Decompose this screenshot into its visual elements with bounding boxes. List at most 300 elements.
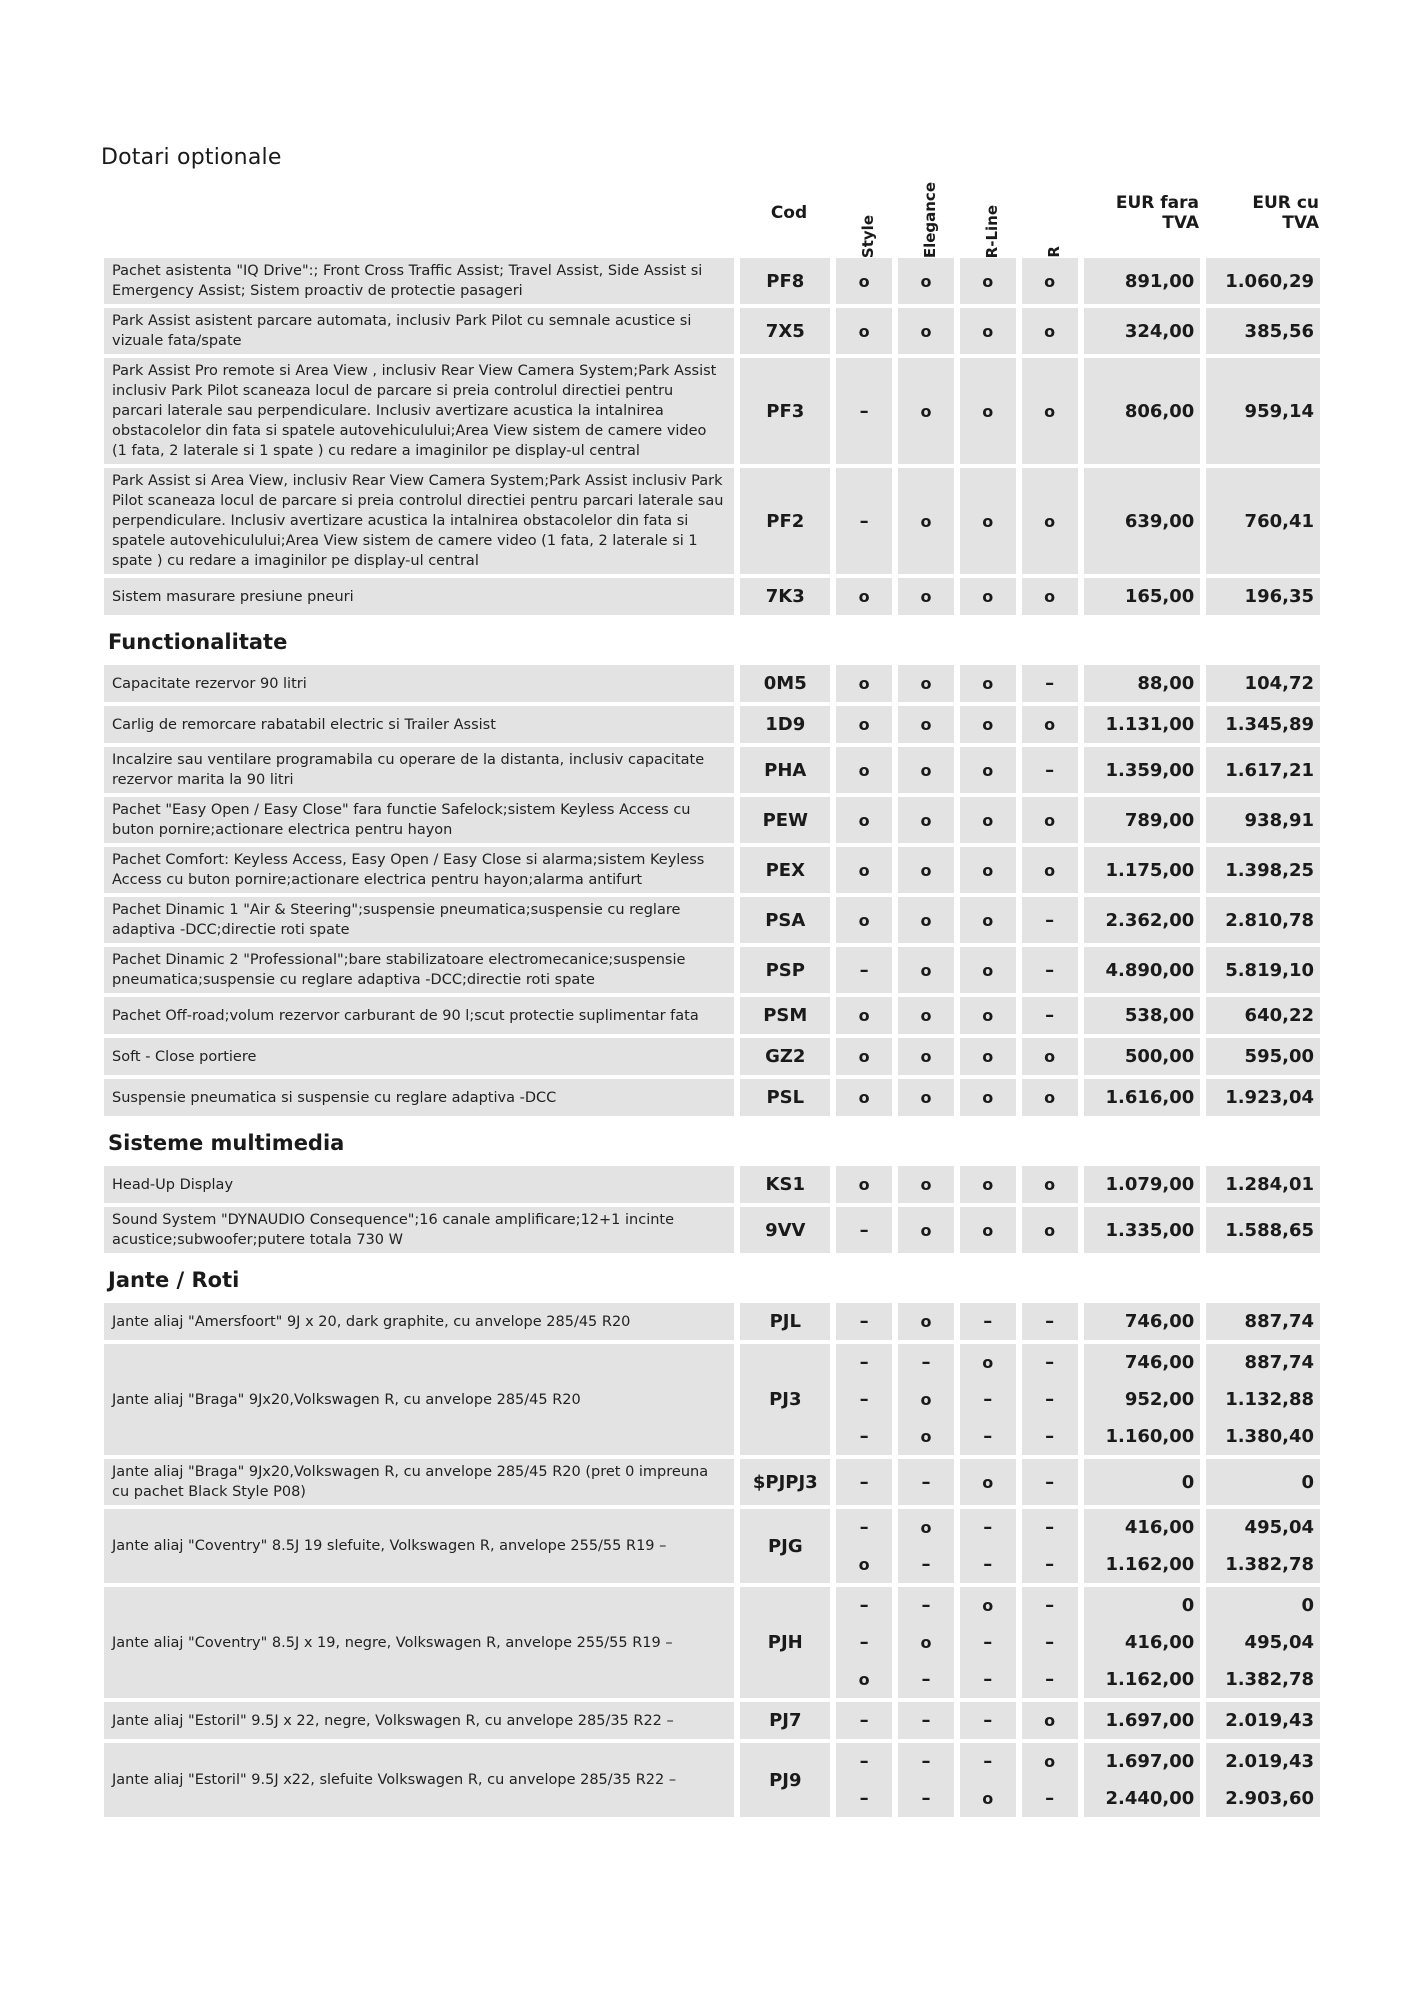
available-mark: o xyxy=(1044,715,1056,734)
price-gross xyxy=(1206,1038,1320,1075)
availability-style xyxy=(836,997,892,1034)
unavailable-mark: – xyxy=(859,1632,869,1653)
price-net-value: 1.616,00 xyxy=(1105,1087,1195,1108)
price-net xyxy=(1084,1207,1201,1253)
price-gross-value: 938,91 xyxy=(1244,809,1315,831)
price-net xyxy=(1084,258,1201,304)
availability-rline xyxy=(960,897,1016,943)
option-code: PJ9 xyxy=(740,1743,830,1817)
availability-style xyxy=(836,897,892,943)
table-row xyxy=(104,1038,1320,1075)
table-header xyxy=(104,168,1320,258)
available-mark: o xyxy=(858,715,870,734)
availability-r xyxy=(1022,578,1078,615)
header-code: Cod xyxy=(770,203,808,223)
price-gross xyxy=(1206,1743,1320,1817)
price-net-value: 416,00 xyxy=(1124,1632,1195,1653)
unavailable-mark: – xyxy=(859,1517,869,1538)
unavailable-mark: – xyxy=(983,1632,993,1653)
price-gross xyxy=(1206,358,1320,464)
availability-r xyxy=(1022,747,1078,793)
available-mark: o xyxy=(920,760,932,780)
option-description: Pachet Dinamic 2 "Professional";bare stabilizatoare electromecanice;suspensie pneumatica;suspensie cu reglare adaptiva -DCC;directie roti spate xyxy=(104,947,734,993)
header-price-gross: EUR cu TVA xyxy=(1252,193,1319,233)
price-gross xyxy=(1206,1344,1320,1455)
option-description: Jante aliaj "Estoril" 9.5J x22, slefuite Volkswagen R, cu anvelope 285/35 R22 – xyxy=(104,1743,734,1817)
availability-style xyxy=(836,1702,892,1739)
table-row xyxy=(104,1459,1320,1505)
price-net-value: 952,00 xyxy=(1124,1389,1195,1410)
available-mark: o xyxy=(982,760,994,780)
table-row xyxy=(104,847,1320,893)
header-rline xyxy=(964,168,1020,258)
availability-elegance xyxy=(898,1743,954,1817)
price-gross xyxy=(1206,997,1320,1034)
price-gross-value: 1.382,78 xyxy=(1225,1669,1315,1690)
available-mark: o xyxy=(982,1006,994,1025)
availability-rline xyxy=(960,1038,1016,1075)
option-description: Jante aliaj "Amersfoort" 9J x 20, dark graphite, cu anvelope 285/45 R20 xyxy=(104,1303,734,1340)
price-gross xyxy=(1206,897,1320,943)
option-description: Pachet Comfort: Keyless Access, Easy Open / Easy Close si alarma;sistem Keyless Access cu buton pornire;actionare electrica pentru hayon;alarma antifurt xyxy=(104,847,734,893)
available-mark: o xyxy=(1044,1220,1056,1240)
option-description: Head-Up Display xyxy=(104,1166,734,1203)
price-gross xyxy=(1206,258,1320,304)
available-mark: o xyxy=(982,960,994,980)
available-mark: o xyxy=(920,1047,932,1066)
availability-elegance xyxy=(898,997,954,1034)
price-gross-value: 1.588,65 xyxy=(1225,1219,1315,1241)
header-style xyxy=(840,168,896,258)
option-code: 7X5 xyxy=(740,308,830,354)
available-mark: o xyxy=(1044,860,1056,880)
availability-rline xyxy=(960,1459,1016,1505)
available-mark: o xyxy=(920,674,932,693)
price-net xyxy=(1084,1038,1201,1075)
price-gross xyxy=(1206,1207,1320,1253)
unavailable-mark: – xyxy=(921,1788,931,1809)
unavailable-mark: – xyxy=(1045,1005,1055,1026)
available-mark: o xyxy=(982,1789,994,1808)
availability-style xyxy=(836,258,892,304)
availability-elegance xyxy=(898,1702,954,1739)
availability-r xyxy=(1022,258,1078,304)
available-mark: o xyxy=(1044,271,1056,291)
option-code: 1D9 xyxy=(740,706,830,743)
option-code: PF2 xyxy=(740,468,830,574)
available-mark: o xyxy=(1044,1711,1056,1730)
availability-rline xyxy=(960,847,1016,893)
availability-r xyxy=(1022,1038,1078,1075)
price-net xyxy=(1084,847,1201,893)
unavailable-mark: – xyxy=(921,1554,931,1575)
availability-style xyxy=(836,797,892,843)
header-r xyxy=(1026,168,1082,258)
availability-elegance xyxy=(898,1166,954,1203)
table-row xyxy=(104,308,1320,354)
table-row xyxy=(104,997,1320,1034)
availability-r xyxy=(1022,1079,1078,1116)
option-code: PJL xyxy=(740,1303,830,1340)
unavailable-mark: – xyxy=(859,400,869,422)
availability-elegance xyxy=(898,1587,954,1698)
option-description: Soft - Close portiere xyxy=(104,1038,734,1075)
availability-r xyxy=(1022,706,1078,743)
unavailable-mark: – xyxy=(859,1788,869,1809)
available-mark: o xyxy=(858,321,870,341)
availability-style xyxy=(836,1344,892,1455)
price-net xyxy=(1084,1509,1201,1583)
price-gross xyxy=(1206,1166,1320,1203)
available-mark: o xyxy=(920,401,932,421)
availability-style xyxy=(836,1743,892,1817)
available-mark: o xyxy=(982,674,994,693)
unavailable-mark: – xyxy=(983,1669,993,1690)
availability-style xyxy=(836,706,892,743)
availability-rline xyxy=(960,1702,1016,1739)
price-net xyxy=(1084,1743,1201,1817)
table-row xyxy=(104,1207,1320,1253)
available-mark: o xyxy=(920,1312,932,1331)
available-mark: o xyxy=(1044,587,1056,606)
price-net-value: 4.890,00 xyxy=(1105,959,1195,981)
available-mark: o xyxy=(1044,1088,1056,1107)
unavailable-mark: – xyxy=(859,1352,869,1373)
price-gross-value: 2.903,60 xyxy=(1225,1788,1315,1809)
price-net-value: 1.160,00 xyxy=(1105,1426,1195,1447)
option-code: PJ7 xyxy=(740,1702,830,1739)
price-gross-value: 1.617,21 xyxy=(1225,759,1315,781)
unavailable-mark: – xyxy=(983,1426,993,1447)
unavailable-mark: – xyxy=(921,1669,931,1690)
availability-r xyxy=(1022,665,1078,702)
price-net-value: 1.359,00 xyxy=(1105,759,1195,781)
availability-elegance xyxy=(898,797,954,843)
available-mark: o xyxy=(858,810,870,830)
option-description: Capacitate rezervor 90 litri xyxy=(104,665,734,702)
option-description: Park Assist si Area View, inclusiv Rear View Camera System;Park Assist inclusiv Park Pilot scaneaza locul de parcare si preia controlul directiei pentru parcari laterale sau perpendiculare. Inclusiv avertizare acustica la intalnirea obstacolelor din fata si spatele autovehiculului;Area View sistem de camere video (1 fata, 2 laterale si 1 spate ) cu redare a imaginilor pe display-ul central xyxy=(104,468,734,574)
option-code: PJG xyxy=(740,1509,830,1583)
table-row xyxy=(104,1344,1320,1455)
option-code: 0M5 xyxy=(740,665,830,702)
option-code: PEX xyxy=(740,847,830,893)
available-mark: o xyxy=(920,1175,932,1194)
availability-r xyxy=(1022,1587,1078,1698)
price-gross-value: 495,04 xyxy=(1244,1632,1315,1653)
table-row xyxy=(104,1509,1320,1583)
availability-rline xyxy=(960,578,1016,615)
unavailable-mark: – xyxy=(921,1471,931,1493)
price-gross xyxy=(1206,1459,1320,1505)
table-row xyxy=(104,797,1320,843)
price-gross-value: 1.284,01 xyxy=(1225,1174,1315,1195)
availability-style xyxy=(836,665,892,702)
unavailable-mark: – xyxy=(859,510,869,532)
availability-rline xyxy=(960,1743,1016,1817)
section-heading: Sisteme multimedia xyxy=(108,1131,345,1155)
available-mark: o xyxy=(982,401,994,421)
availability-r xyxy=(1022,797,1078,843)
price-net xyxy=(1084,1344,1201,1455)
option-description: Suspensie pneumatica si suspensie cu reglare adaptiva -DCC xyxy=(104,1079,734,1116)
availability-style xyxy=(836,1459,892,1505)
availability-r xyxy=(1022,1166,1078,1203)
availability-r xyxy=(1022,308,1078,354)
price-gross xyxy=(1206,747,1320,793)
availability-style xyxy=(836,308,892,354)
price-net-value: 1.175,00 xyxy=(1105,859,1195,881)
option-description: Incalzire sau ventilare programabila cu operare de la distanta, inclusiv capacitate rezervor marita la 90 litri xyxy=(104,747,734,793)
availability-elegance xyxy=(898,747,954,793)
available-mark: o xyxy=(982,271,994,291)
unavailable-mark: – xyxy=(859,1751,869,1772)
option-code: PF3 xyxy=(740,358,830,464)
available-mark: o xyxy=(982,715,994,734)
price-net xyxy=(1084,797,1201,843)
availability-style xyxy=(836,1303,892,1340)
availability-rline xyxy=(960,997,1016,1034)
price-gross-value: 104,72 xyxy=(1244,673,1315,694)
availability-rline xyxy=(960,797,1016,843)
available-mark: o xyxy=(858,1006,870,1025)
option-code: PSP xyxy=(740,947,830,993)
price-net-value: 1.162,00 xyxy=(1105,1554,1195,1575)
table-row xyxy=(104,578,1320,615)
availability-rline xyxy=(960,947,1016,993)
price-gross-value: 196,35 xyxy=(1244,586,1315,607)
availability-rline xyxy=(960,1207,1016,1253)
available-mark: o xyxy=(982,321,994,341)
available-mark: o xyxy=(982,1596,994,1615)
available-mark: o xyxy=(1044,1047,1056,1066)
availability-r xyxy=(1022,1207,1078,1253)
unavailable-mark: – xyxy=(1045,959,1055,981)
available-mark: o xyxy=(920,321,932,341)
header-price-net: EUR fara TVA xyxy=(1115,193,1199,233)
availability-elegance xyxy=(898,947,954,993)
availability-style xyxy=(836,1587,892,1698)
unavailable-mark: – xyxy=(859,959,869,981)
available-mark: o xyxy=(920,960,932,980)
availability-style xyxy=(836,1038,892,1075)
price-net-value: 538,00 xyxy=(1124,1005,1195,1026)
unavailable-mark: – xyxy=(1045,1311,1055,1332)
availability-r xyxy=(1022,1459,1078,1505)
price-gross xyxy=(1206,1509,1320,1583)
unavailable-mark: – xyxy=(1045,1517,1055,1538)
available-mark: o xyxy=(920,587,932,606)
available-mark: o xyxy=(920,511,932,531)
unavailable-mark: – xyxy=(859,1595,869,1616)
availability-style xyxy=(836,947,892,993)
availability-r xyxy=(1022,847,1078,893)
price-net-value: 746,00 xyxy=(1124,1311,1195,1332)
price-gross xyxy=(1206,578,1320,615)
available-mark: o xyxy=(982,587,994,606)
availability-r xyxy=(1022,1509,1078,1583)
unavailable-mark: – xyxy=(983,1554,993,1575)
page-title: Dotari optionale xyxy=(101,144,282,170)
table-row xyxy=(104,1303,1320,1340)
option-code: PHA xyxy=(740,747,830,793)
header-elegance xyxy=(902,168,958,258)
price-net-value: 1.697,00 xyxy=(1105,1710,1195,1731)
price-gross-value: 0 xyxy=(1301,1471,1315,1493)
unavailable-mark: – xyxy=(1045,759,1055,781)
table-row xyxy=(104,1166,1320,1203)
option-code: 9VV xyxy=(740,1207,830,1253)
available-mark: o xyxy=(858,860,870,880)
price-gross-value: 1.398,25 xyxy=(1225,859,1315,881)
unavailable-mark: – xyxy=(859,1426,869,1447)
price-gross-value: 959,14 xyxy=(1244,400,1315,422)
availability-rline xyxy=(960,1303,1016,1340)
available-mark: o xyxy=(920,715,932,734)
price-gross-value: 1.382,78 xyxy=(1225,1554,1315,1575)
availability-elegance xyxy=(898,897,954,943)
price-gross-value: 1.060,29 xyxy=(1225,270,1315,292)
option-code: PJH xyxy=(740,1587,830,1698)
option-description: Jante aliaj "Braga" 9Jx20,Volkswagen R, cu anvelope 285/45 R20 (pret 0 impreuna cu pachet Black Style P08) xyxy=(104,1459,734,1505)
price-gross-value: 640,22 xyxy=(1244,1005,1315,1026)
price-net xyxy=(1084,578,1201,615)
unavailable-mark: – xyxy=(1045,909,1055,931)
available-mark: o xyxy=(982,860,994,880)
unavailable-mark: – xyxy=(859,1389,869,1410)
availability-r xyxy=(1022,468,1078,574)
unavailable-mark: – xyxy=(1045,1352,1055,1373)
price-net-value: 639,00 xyxy=(1124,510,1195,532)
unavailable-mark: – xyxy=(1045,1595,1055,1616)
price-net xyxy=(1084,1303,1201,1340)
price-net-value: 324,00 xyxy=(1124,320,1195,342)
availability-style xyxy=(836,1166,892,1203)
availability-style xyxy=(836,578,892,615)
option-code: 7K3 xyxy=(740,578,830,615)
price-gross xyxy=(1206,706,1320,743)
available-mark: o xyxy=(858,587,870,606)
availability-elegance xyxy=(898,1509,954,1583)
option-code: PF8 xyxy=(740,258,830,304)
option-description: Sistem masurare presiune pneuri xyxy=(104,578,734,615)
available-mark: o xyxy=(920,1633,932,1652)
option-description: Park Assist Pro remote si Area View , inclusiv Rear View Camera System;Park Assist inclusiv Park Pilot scaneaza locul de parcare si preia controlul directiei pentru parcari laterale sau perpendiculare. Inclusiv avertizare acustica la intalnirea obstacolelor din fata si spatele autovehiculului;Area View sistem de camere video (1 fata, 2 laterale si 1 spate ) cu redare a imaginilor pe display-ul central xyxy=(104,358,734,464)
availability-r xyxy=(1022,1743,1078,1817)
available-mark: o xyxy=(982,810,994,830)
available-mark: o xyxy=(858,271,870,291)
header-rline-label: R-Line xyxy=(983,204,1001,258)
unavailable-mark: – xyxy=(921,1352,931,1373)
option-code: PJ3 xyxy=(740,1344,830,1455)
available-mark: o xyxy=(982,1472,994,1492)
table-row xyxy=(104,897,1320,943)
price-gross xyxy=(1206,308,1320,354)
option-code: GZ2 xyxy=(740,1038,830,1075)
availability-elegance xyxy=(898,258,954,304)
availability-rline xyxy=(960,747,1016,793)
available-mark: o xyxy=(920,1220,932,1240)
price-net-value: 1.162,00 xyxy=(1105,1669,1195,1690)
availability-r xyxy=(1022,997,1078,1034)
available-mark: o xyxy=(858,1555,870,1574)
availability-style xyxy=(836,1509,892,1583)
availability-rline xyxy=(960,1509,1016,1583)
availability-rline xyxy=(960,308,1016,354)
price-gross-value: 2.019,43 xyxy=(1225,1751,1315,1772)
price-gross-value: 595,00 xyxy=(1244,1046,1315,1067)
option-description: Jante aliaj "Braga" 9Jx20,Volkswagen R, cu anvelope 285/45 R20 xyxy=(104,1344,734,1455)
price-gross-value: 887,74 xyxy=(1244,1311,1315,1332)
option-code: PSM xyxy=(740,997,830,1034)
available-mark: o xyxy=(1044,321,1056,341)
price-gross-value: 887,74 xyxy=(1244,1352,1315,1373)
unavailable-mark: – xyxy=(983,1311,993,1332)
option-code: $PJPJ3 xyxy=(740,1459,830,1505)
available-mark: o xyxy=(982,910,994,930)
price-net-value: 746,00 xyxy=(1124,1352,1195,1373)
unavailable-mark: – xyxy=(859,1311,869,1332)
price-gross xyxy=(1206,947,1320,993)
availability-elegance xyxy=(898,1459,954,1505)
availability-style xyxy=(836,1207,892,1253)
header-elegance-label: Elegance xyxy=(921,181,939,258)
unavailable-mark: – xyxy=(1045,1554,1055,1575)
availability-r xyxy=(1022,1344,1078,1455)
unavailable-mark: – xyxy=(1045,1632,1055,1653)
available-mark: o xyxy=(920,1006,932,1025)
price-net-value: 2.440,00 xyxy=(1105,1788,1195,1809)
unavailable-mark: – xyxy=(921,1710,931,1731)
availability-elegance xyxy=(898,468,954,574)
option-description: Park Assist asistent parcare automata, inclusiv Park Pilot cu semnale acustice si vizuale fata/spate xyxy=(104,308,734,354)
table-row xyxy=(104,1743,1320,1817)
price-gross-value: 1.380,40 xyxy=(1225,1426,1315,1447)
price-gross-value: 2.810,78 xyxy=(1225,909,1315,931)
section-heading: Jante / Roti xyxy=(108,1268,240,1292)
header-r-label: R xyxy=(1045,246,1063,258)
available-mark: o xyxy=(1044,401,1056,421)
price-gross xyxy=(1206,665,1320,702)
price-net xyxy=(1084,468,1201,574)
price-net xyxy=(1084,1459,1201,1505)
availability-elegance xyxy=(898,1303,954,1340)
price-net-value: 416,00 xyxy=(1124,1517,1195,1538)
available-mark: o xyxy=(982,511,994,531)
availability-style xyxy=(836,1079,892,1116)
available-mark: o xyxy=(920,271,932,291)
table-row xyxy=(104,468,1320,574)
unavailable-mark: – xyxy=(983,1517,993,1538)
price-gross-value: 760,41 xyxy=(1244,510,1315,532)
section-heading: Functionalitate xyxy=(108,630,288,654)
availability-elegance xyxy=(898,1079,954,1116)
availability-r xyxy=(1022,1303,1078,1340)
available-mark: o xyxy=(1044,511,1056,531)
price-net xyxy=(1084,358,1201,464)
availability-style xyxy=(836,747,892,793)
unavailable-mark: – xyxy=(983,1389,993,1410)
unavailable-mark: – xyxy=(921,1595,931,1616)
price-gross xyxy=(1206,1079,1320,1116)
price-net xyxy=(1084,665,1201,702)
price-net-value: 0 xyxy=(1181,1471,1195,1493)
availability-style xyxy=(836,847,892,893)
price-gross-value: 1.923,04 xyxy=(1225,1087,1315,1108)
available-mark: o xyxy=(982,1220,994,1240)
availability-elegance xyxy=(898,847,954,893)
price-net-value: 2.362,00 xyxy=(1105,909,1195,931)
availability-rline xyxy=(960,1166,1016,1203)
